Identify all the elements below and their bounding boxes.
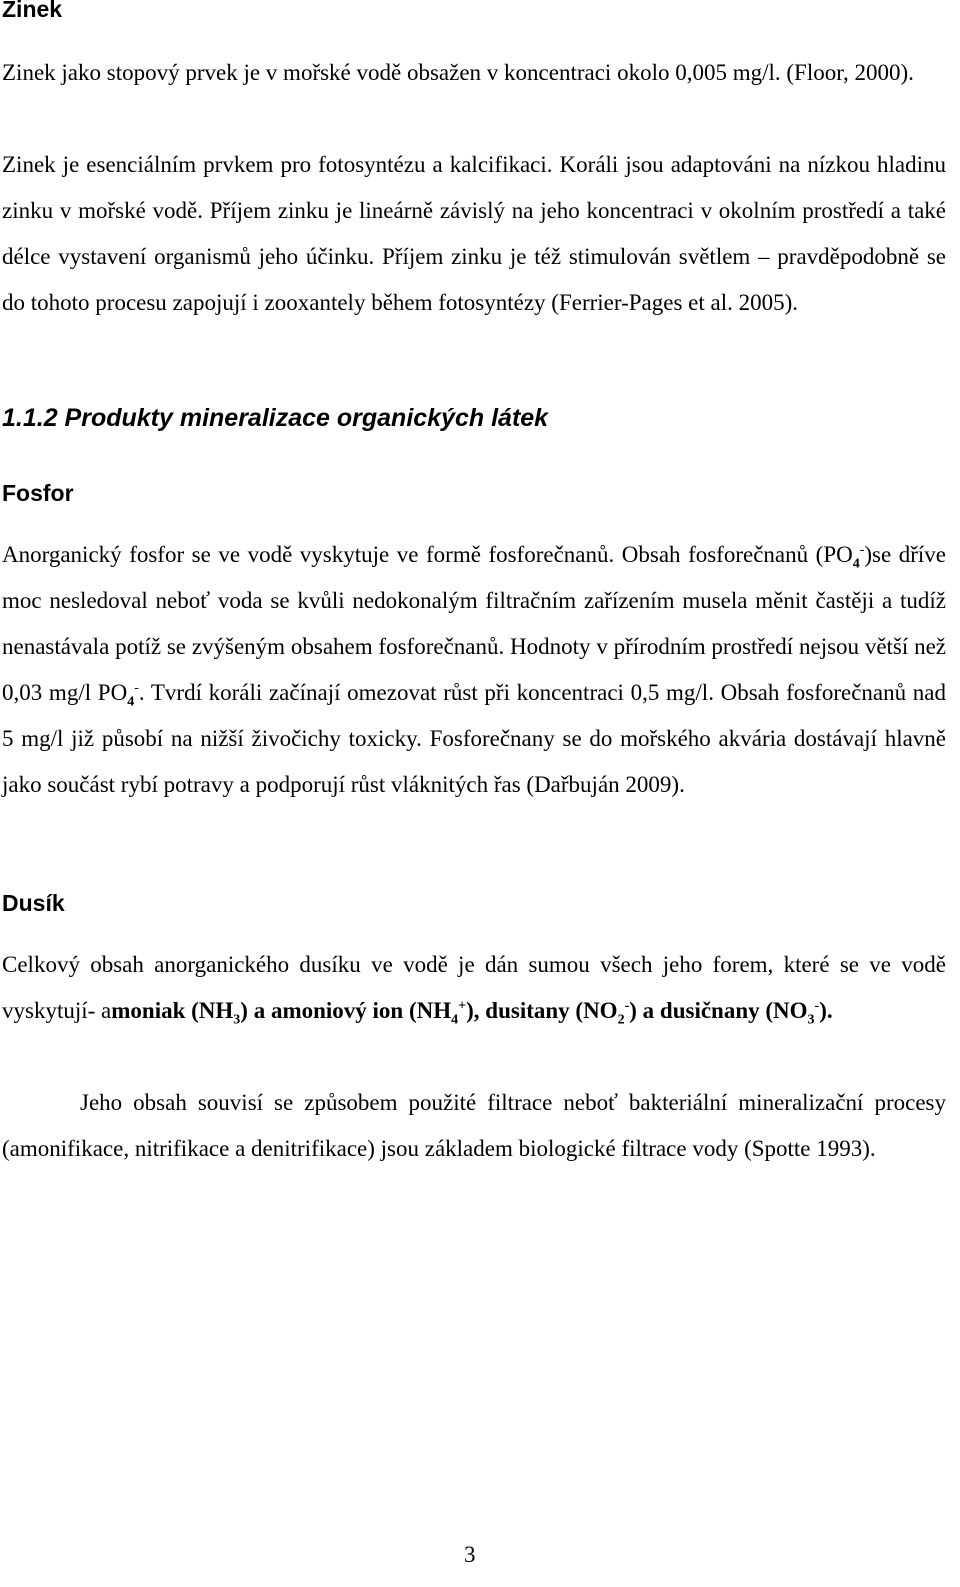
paragraph-nitrogen [2,942,946,1034]
heading-zinek: Zinek [2,0,63,22]
nitrogen-sub-4: 3 [807,1012,815,1028]
phosphorus-text-2: )se dříve moc nesledoval neboť voda se kvůli nedokonalým filtračním zařízením musela měnit častěji a tudíž nenastávala potíž se zvýšeným obsahem fosforečnanů. Hodnoty v přírodním prostředí nejsou větší než 0,03 mg/l PO [2,542,946,705]
phosphorus-text-1: Anorganický fosfor se ve vodě vyskytuje ve formě fosforečnanů. Obsah fosforečnanů (PO [2,542,853,567]
nitrogen-sub-2: 4 [451,1012,459,1028]
phosphorus-sub-1: 4 [852,556,860,572]
heading-fosfor: Fosfor [2,480,74,506]
nitrogen-bold-2: ) a amoniový ion (NH [240,998,452,1023]
phosphorus-sub-2: 4 [127,694,135,710]
nitrogen-bold-3: ), dusitany (NO [466,998,618,1023]
nitrogen-sub-3: 2 [617,1012,625,1028]
nitrogen-sup-4: - [814,998,820,1014]
phosphorus-text-3: . Tvrdí koráli začínají omezovat růst při koncentraci 0,5 mg/l. Obsah fosforečnanů nad 5 mg/l již působí na nižší živočichy toxicky. Fosforečnany se do mořského akvária dostávají hlavně jako součást rybí potravy a podporují růst vláknitých řas (Dařbuján 2009). [2,680,947,797]
phosphorus-sup-1: - [859,542,865,558]
nitrogen-bold-4: ) a dusičnany (NO [629,998,808,1023]
nitrogen-sub-1: 3 [233,1012,241,1028]
paragraph-zinc-details: Zinek je esenciálním prvkem pro fotosyntézu a kalcifikaci. Koráli jsou adaptováni na nízkou hladinu zinku v mořské vodě. Příjem zinku je lineárně závislý na jeho koncentraci v okolním prostředí a také délce vystavení organismů jeho účinku. Příjem zinku je též stimulován světlem – pravděpodobně se do tohoto procesu zapojují i zooxantely během fotosyntézy (Ferrier-Pages et al. 2005). [2,152,946,315]
nitrogen-bold-5: ). [819,998,833,1023]
nitrogen-text-1: Celkový obsah anorganického dusíku ve vodě je dán sumou všech jeho forem, které se ve vodě vyskytují- a [2,952,946,1023]
nitrogen-sup-2: + [458,998,467,1014]
page-number: 3 [464,1542,476,1567]
paragraph-zinc-intro: Zinek jako stopový prvek je v mořské vodě obsažen v koncentraci okolo 0,005 mg/l. (Floor, 2000). [2,60,914,85]
nitrogen-sup-3: - [624,998,630,1014]
nitrogen-bold-1: moniak (NH [111,998,234,1023]
phosphorus-sup-2: - [134,680,139,696]
heading-dusik: Dusík [2,890,65,916]
paragraph-nitrogen-filtration: Jeho obsah souvisí se způsobem použité filtrace neboť bakteriální mineralizační procesy (amonifikace, nitrifikace a denitrifikace) jsou základem biologické filtrace vody (Spotte 1993). [2,1090,946,1161]
subsection-heading: 1.1.2 Produkty mineralizace organických látek [2,404,549,432]
paragraph-phosphorus [2,532,946,808]
